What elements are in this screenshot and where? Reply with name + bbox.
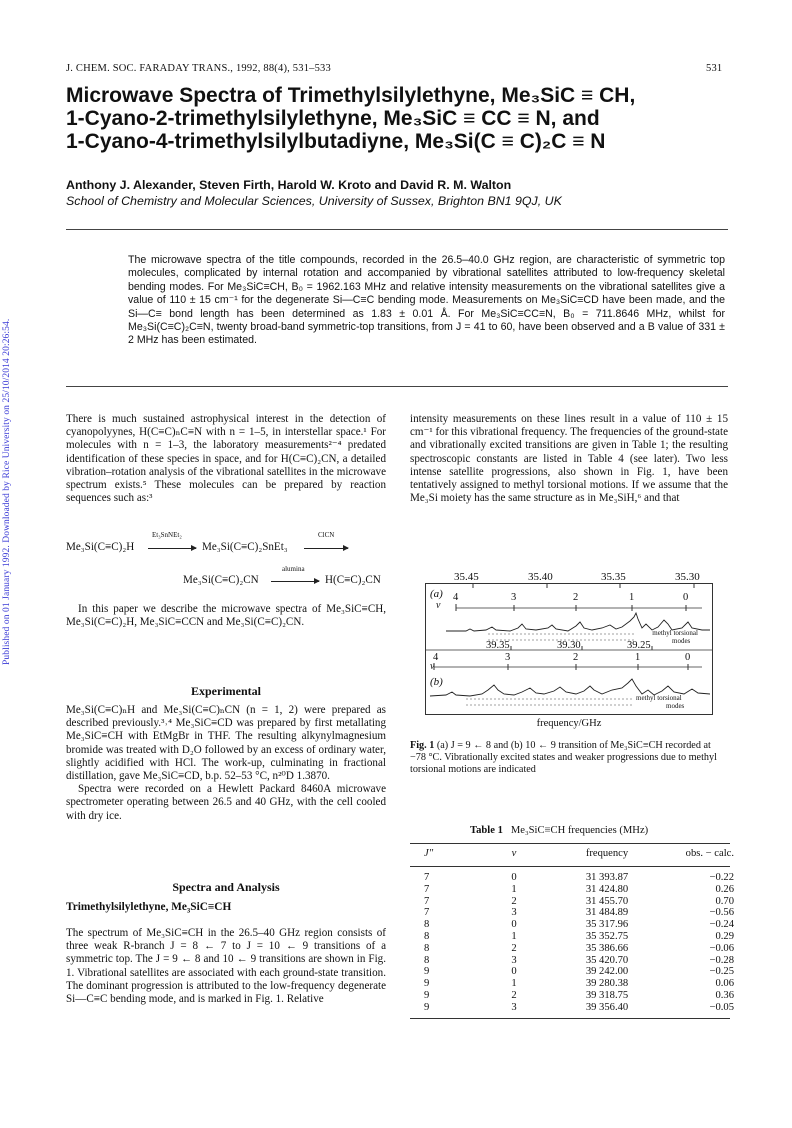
table-body <box>424 872 744 1017</box>
cell-obs-calc: 0.70 <box>715 895 734 907</box>
table-row <box>424 896 744 908</box>
scheme-reagent-3: alumina <box>282 565 305 573</box>
bottom-axis-tick-label: 39.25 <box>627 640 651 651</box>
bottom-axis-tick-label: 39.35 <box>486 640 510 651</box>
spectra-paragraph <box>66 927 386 1006</box>
cell-v: 0 <box>511 966 517 978</box>
table-row <box>424 919 744 931</box>
cell-frequency: 31 455.70 <box>585 895 629 907</box>
column-header-v: v <box>511 848 517 859</box>
cell-j: 8 <box>424 931 430 942</box>
spectrum-plot-frame <box>425 583 713 715</box>
cell-obs-calc: −0.25 <box>709 966 734 978</box>
panel-a-label: (a) <box>430 588 443 600</box>
cell-v: 0 <box>511 919 517 931</box>
download-watermark: Published on 01 January 1992. Downloaded by Rice University on 25/10/2014 20:26:54. <box>2 318 12 665</box>
cell-v: 2 <box>511 942 517 954</box>
scheme-product-1: Me₃Si(C≡C)₂SnEt₃ <box>202 541 288 553</box>
panel-a-v-number: 1 <box>629 592 635 603</box>
title-line-1: Microwave Spectra of Trimethylsilylethyne, Me₃SiC ≡ CH, <box>66 84 636 107</box>
table-row <box>424 955 744 967</box>
author-list: Anthony J. Alexander, Steven Firth, Harold W. Kroto and David R. M. Walton <box>66 178 512 192</box>
top-axis-tick-label: 35.45 <box>454 571 479 583</box>
affiliation: School of Chemistry and Molecular Sciences, University of Sussex, Brighton BN1 9QJ, UK <box>66 194 562 208</box>
cell-frequency: 39 318.75 <box>585 990 629 1001</box>
cell-v: 3 <box>511 907 517 919</box>
figure-caption-label: Fig. 1 <box>410 740 435 751</box>
abstract-rule <box>66 386 728 387</box>
cell-v: 1 <box>511 978 517 990</box>
cell-frequency: 39 280.38 <box>585 978 629 990</box>
article-title <box>66 84 756 153</box>
table-row <box>424 931 744 943</box>
cell-frequency: 35 386.66 <box>585 942 629 954</box>
title-line-3: 1-Cyano-4-trimethylsilylbutadiyne, Me₃Si(C ≡ C)₂C ≡ N <box>66 130 606 153</box>
cell-obs-calc: −0.05 <box>709 1001 734 1013</box>
cell-j: 7 <box>424 895 430 907</box>
cell-frequency: 31 484.89 <box>585 907 629 919</box>
panel-b-label: (b) <box>430 676 443 688</box>
table-row <box>424 884 744 896</box>
table-row <box>424 966 744 978</box>
intro-text: There is much sustained astrophysical interest in the detection of cyanopolyynes, H(C≡C)ₙC≡N with n = 1–5, in interstellar space.¹ For molecules with n = 1–3, the laboratory measurements²⁻⁴ predated identification of these species in space, and for H(C≡C)₂CN, a detailed vibration–rotation analysis of the vibrational satellites in the microwave spectrum exists.⁵ These molecules can be prepared by reaction sequences such as:³ <box>66 413 386 505</box>
table-row <box>424 872 744 884</box>
table-caption-text: Me₃SiC≡CH frequencies (MHz) <box>510 825 649 836</box>
panel-a-torsional-label-modes: modes <box>672 637 691 645</box>
right-column-text: intensity measurements on these lines result in a value of 110 ± 15 cm⁻¹ for this vibrational frequency. The frequencies of the ground-state and vibrationally excited transitions are given in Table 1; the resulting spectroscopic constants are listed in Table 4 (see later). Two less intense satellite progressions, also shown in Fig. 1, have been tentatively assigned to methyl torsional motions. If we assume that the Me₃Si moiety has the same structure as in Me₃SiH,⁶ and that <box>410 413 728 505</box>
table-row <box>424 907 744 919</box>
table-top-rule <box>410 843 730 844</box>
scheme-product-2: H(C≡C)₂CN <box>325 574 381 586</box>
top-axis-tick-label: 35.35 <box>601 571 626 583</box>
spectra-analysis-heading: Spectra and Analysis <box>172 880 280 894</box>
cell-j: 7 <box>424 883 430 895</box>
paper-intro-paragraph <box>66 603 386 629</box>
experimental-section <box>66 704 386 823</box>
cell-v: 3 <box>511 1001 517 1013</box>
trimethylsilylethyne-subheading: Trimethylsilylethyne, Me₃SiC≡CH <box>66 901 232 913</box>
figure-x-axis-label: frequency/GHz <box>536 718 602 729</box>
cell-v: 3 <box>511 954 517 966</box>
cell-j: 9 <box>424 990 430 1001</box>
top-axis-tick-label: 35.40 <box>528 571 553 583</box>
cell-j: 8 <box>424 942 430 954</box>
page-number: 531 <box>706 63 723 74</box>
panel-b-v-number: 2 <box>573 652 579 663</box>
cell-frequency: 39 356.40 <box>585 1001 629 1013</box>
table-label: Table 1 <box>470 825 503 836</box>
cell-j: 9 <box>424 1001 430 1013</box>
table-header-row <box>424 848 744 862</box>
journal-running-head: J. CHEM. SOC. FARADAY TRANS., 1992, 88(4), 531–533 <box>66 63 331 74</box>
column-header-obs-calc: obs. − calc. <box>685 848 734 859</box>
reaction-scheme <box>66 531 396 591</box>
cell-v: 0 <box>511 872 517 883</box>
bottom-axis-tick-label: 39.30 <box>557 640 581 651</box>
panel-a-v-label: v <box>436 600 441 611</box>
cell-frequency: 31 424.80 <box>585 883 629 895</box>
scheme-arrow-1 <box>148 548 196 549</box>
panel-b-torsional-label: methyl torsional <box>636 694 682 702</box>
experimental-heading: Experimental <box>191 684 261 698</box>
title-line-2: 1-Cyano-2-trimethylsilylethyne, Me₃SiC ≡ CC ≡ N, and <box>66 107 600 130</box>
scheme-reagent-1: Et₃SnNEt₂ <box>152 531 182 539</box>
cell-obs-calc: −0.56 <box>709 907 734 919</box>
cell-obs-calc: −0.06 <box>709 942 734 954</box>
cell-frequency: 35 352.75 <box>585 931 629 942</box>
scheme-arrow-3 <box>271 581 319 582</box>
cell-frequency: 39 242.00 <box>585 966 629 978</box>
scheme-arrow-2 <box>304 548 348 549</box>
column-header-frequency: frequency <box>585 848 629 859</box>
spectra-text: The spectrum of Me₃SiC≡CH in the 26.5–40 GHz region consists of three weak R-branch J = 8 ← 7 to J = 10 ← 9 transitions of a symmetric top. The J = 9 ← 8 and 10 ← 9 transitions are shown in Fig. 1. Vibrational satellites are associated with each ground-state transition. The dominant progression is attributed to the low-frequency degenerate Si—C≡C bending mode, and is marked in Fig. 1. Relative <box>66 927 386 1006</box>
cell-v: 2 <box>511 895 517 907</box>
figure-caption <box>410 740 728 777</box>
panel-b-v-number: 1 <box>635 652 641 663</box>
table-row <box>424 978 744 990</box>
top-axis-tick-label: 35.30 <box>675 571 700 583</box>
panel-b-v-label: v <box>430 661 435 672</box>
table-caption <box>470 825 648 836</box>
cell-j: 8 <box>424 954 430 966</box>
panel-a-v-number: 3 <box>511 592 517 603</box>
panel-a-v-number: 4 <box>453 592 459 603</box>
cell-v: 1 <box>511 883 517 895</box>
scheme-reactant-2: Me₃Si(C≡C)₂CN <box>183 574 259 586</box>
scheme-reagent-2: ClCN <box>318 531 335 539</box>
cell-obs-calc: −0.28 <box>709 954 734 966</box>
table-row <box>424 943 744 955</box>
cell-obs-calc: 0.36 <box>715 990 734 1001</box>
abstract: The microwave spectra of the title compounds, recorded in the 26.5–40.0 GHz region, are characteristic of symmetric top molecules, complicated by internal rotation and accompanied by vibrational satellites attributed to low-frequency skeletal bending modes. For Me₃SiC≡CH, B₀ = 1962.163 MHz and relative intensity measurements on the vibrational satellites give a value of 110 ± 15 cm⁻¹ for the degenerate Si—C≡C bending mode. Measurements on Me₃SiC≡CD have been made, and the Si—C≡ bond length has been determined as 1.83 ± 0.01 Å. For Me₃SiC≡CC≡N, B₀ = 711.8646 MHz, whilst for Me₃Si(C≡C)₂C≡N, twenty broad-band symmetric-top transitions, from J = 41 to 60, have been observed and a B value of 331 ± 2 MHz has been estimated. <box>128 254 725 347</box>
panel-b-v-number: 3 <box>505 652 511 663</box>
cell-frequency: 35 420.70 <box>585 954 629 966</box>
table-bottom-rule <box>410 1018 730 1019</box>
cell-v: 1 <box>511 931 517 942</box>
panel-b-torsional-label-modes: modes <box>666 702 685 710</box>
header-rule <box>66 229 728 230</box>
cell-obs-calc: −0.22 <box>709 872 734 883</box>
panel-a-torsional-label: methyl torsional <box>652 629 698 637</box>
cell-frequency: 31 393.87 <box>585 872 629 883</box>
experimental-paragraph-1: Me₃Si(C≡C)ₙH and Me₃Si(C≡C)ₙCN (n = 1, 2) were prepared as described previously.³˒⁴ Me₃SiC≡CD was prepared by first metallating Me₃SiC≡CH with EtMgBr in THF. The resulting alkynylmagnesium bromide was treated with D₂O followed by an excess of ordinary water, slightly acidified with HCl. The work-up, culminating in fractional distillation, gave Me₃SiC≡CD, b.p. 52–53 °C, n²⁰D 1.3870. <box>66 704 386 783</box>
scheme-reactant-1: Me₃Si(C≡C)₂H <box>66 541 135 553</box>
cell-obs-calc: 0.06 <box>715 978 734 990</box>
cell-j: 7 <box>424 907 430 919</box>
intro-paragraph <box>66 413 386 505</box>
experimental-paragraph-2: Spectra were recorded on a Hewlett Packard 8460A microwave spectrometer operating between 26.5 and 40 GHz, with the cell cooled with dry ice. <box>66 783 386 822</box>
cell-frequency: 35 317.96 <box>585 919 629 931</box>
table-header-rule <box>410 866 730 867</box>
column-header-j: J″ <box>424 848 434 859</box>
table-row <box>424 990 744 1002</box>
cell-j: 8 <box>424 919 430 931</box>
table-row <box>424 1002 744 1014</box>
panel-b-v-number: 0 <box>685 652 691 663</box>
figure-caption-text: (a) J = 9 ← 8 and (b) 10 ← 9 transition of Me₃SiC≡CH recorded at −78 °C. Vibrationally excited states and weaker progressions due to methyl torsional motions are indicated <box>410 740 717 776</box>
cell-j: 7 <box>424 872 430 883</box>
cell-obs-calc: −0.24 <box>709 919 734 931</box>
panel-a-v-number: 2 <box>573 592 579 603</box>
cell-j: 9 <box>424 966 430 978</box>
cell-j: 9 <box>424 978 430 990</box>
cell-obs-calc: 0.26 <box>715 883 734 895</box>
panel-b-v-number: 4 <box>433 652 439 663</box>
paper-intro-text: In this paper we describe the microwave spectra of Me₃SiC≡CH, Me₃Si(C≡C)₂H, Me₃SiC≡CCN and Me₃Si(C≡C)₂CN. <box>66 603 386 629</box>
cell-obs-calc: 0.29 <box>715 931 734 942</box>
panel-a-v-number: 0 <box>683 592 689 603</box>
cell-v: 2 <box>511 990 517 1001</box>
right-column-paragraph <box>410 413 728 505</box>
